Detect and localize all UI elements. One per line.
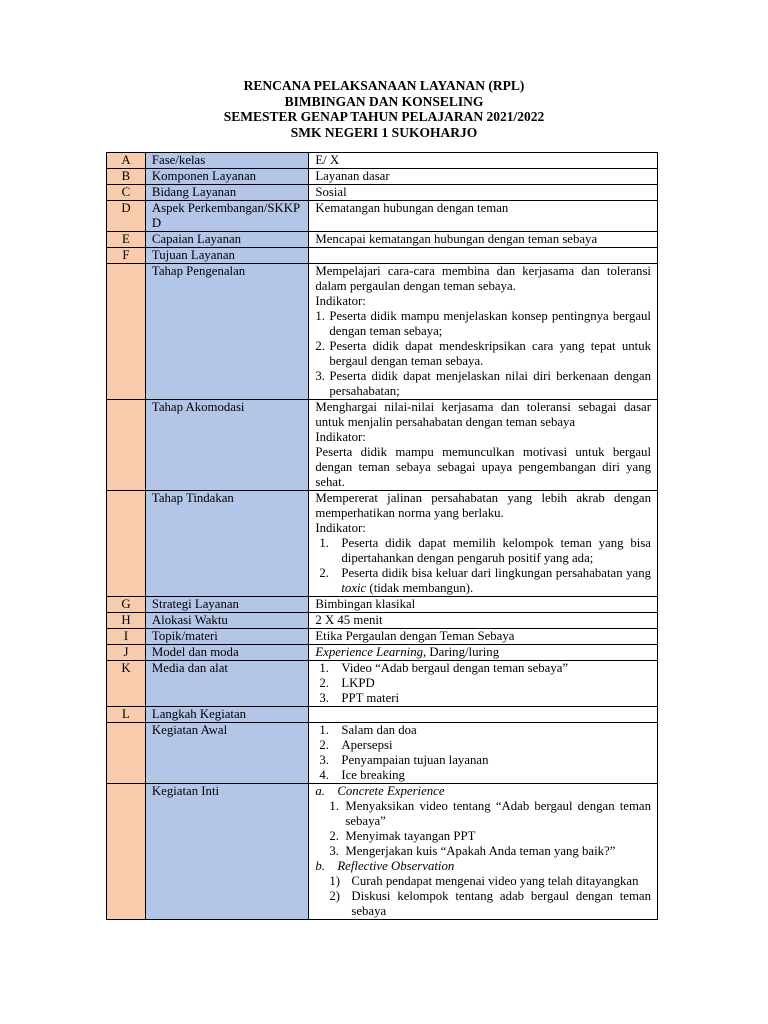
row-value: E/ X <box>309 153 658 169</box>
list-number: 1. <box>315 309 325 323</box>
section-heading <box>315 859 651 874</box>
row-label: Kegiatan Inti <box>145 784 308 920</box>
list-number: 3. <box>329 844 339 858</box>
table-row <box>107 629 658 645</box>
list-text: Diskusi kelompok tentang adab bergaul dengan teman sebaya <box>351 889 651 918</box>
list-item <box>315 874 651 889</box>
section-letter: a. <box>315 784 325 798</box>
row-label: Tujuan Layanan <box>145 248 308 264</box>
table-row <box>107 491 658 597</box>
list-item <box>315 799 651 829</box>
row-label: Tahap Akomodasi <box>145 400 308 491</box>
list-text: Salam dan doa <box>341 723 417 737</box>
row-value <box>309 264 658 400</box>
section-title: Concrete Experience <box>337 784 445 798</box>
row-letter: I <box>107 629 146 645</box>
row-value: 2 X 45 menit <box>309 613 658 629</box>
table-row <box>107 613 658 629</box>
row-letter: C <box>107 185 146 201</box>
list-number: 2) <box>329 889 341 903</box>
row-value <box>309 707 658 723</box>
row-label: Model dan moda <box>145 645 308 661</box>
section-heading <box>315 784 651 799</box>
list-text: PPT materi <box>341 691 400 705</box>
list-item <box>315 889 651 919</box>
row-letter: D <box>107 201 146 232</box>
row-value: Mencapai kematangan hubungan dengan teman sebaya <box>309 232 658 248</box>
row-letter: J <box>107 645 146 661</box>
table-row <box>107 185 658 201</box>
indikator-text: Peserta didik mampu memunculkan motivasi untuk bergaul dengan teman sebaya sebagai upaya pengembangan diri yang sehat. <box>315 445 651 489</box>
list-text: LKPD <box>341 676 375 690</box>
row-letter: K <box>107 661 146 707</box>
row-value <box>309 723 658 784</box>
list-item <box>315 676 651 691</box>
list-number: 1) <box>329 874 341 888</box>
list-item <box>315 309 651 339</box>
list-text-part: (tidak membangun). <box>366 581 474 595</box>
row-letter <box>107 491 146 597</box>
list-item <box>315 844 651 859</box>
table-row <box>107 248 658 264</box>
list-text: Peserta didik dapat mendeskripsikan cara yang tepat untuk bergaul dengan teman sebaya. <box>329 339 651 368</box>
table-row <box>107 169 658 185</box>
row-letter: L <box>107 707 146 723</box>
row-label: Media dan alat <box>145 661 308 707</box>
title-line-4: SMK NEGERI 1 SUKOHARJO <box>290 124 478 140</box>
table-row <box>107 707 658 723</box>
row-letter <box>107 723 146 784</box>
row-value <box>309 645 658 661</box>
row-letter <box>107 784 146 920</box>
row-letter: G <box>107 597 146 613</box>
list-number: 1. <box>319 661 329 675</box>
list-number: 2. <box>319 738 329 752</box>
table-row <box>107 153 658 169</box>
row-letter: F <box>107 248 146 264</box>
moda-text: Daring/luring <box>426 645 500 659</box>
list-text: Peserta didik dapat memilih kelompok teman yang bisa dipertahankan dengan pengaruh positif yang ada; <box>341 536 651 565</box>
stage-description: Mempelajari cara-cara membina dan kerjasama dan toleransi dalam pergaulan dengan teman sebaya. <box>315 264 651 293</box>
row-value: Sosial <box>309 185 658 201</box>
row-letter: H <box>107 613 146 629</box>
list-number: 1. <box>319 536 329 550</box>
list-item <box>315 723 651 738</box>
row-label: Tahap Tindakan <box>145 491 308 597</box>
list-number: 3. <box>315 369 325 383</box>
list-number: 3. <box>319 753 329 767</box>
list-item <box>315 738 651 753</box>
row-label: Bidang Layanan <box>145 185 308 201</box>
stage-description: Mempererat jalinan persahabatan yang lebih akrab dengan memperhatikan norma yang berlaku. <box>315 491 651 520</box>
title-line-1: RENCANA PELAKSANAAN LAYANAN (RPL) <box>243 78 525 93</box>
list-number: 1. <box>329 799 339 813</box>
list-text: Penyampaian tujuan layanan <box>341 753 489 767</box>
row-letter <box>107 400 146 491</box>
list-text: Ice breaking <box>341 768 405 782</box>
list-item <box>315 661 651 676</box>
list-item <box>315 768 651 783</box>
table-row <box>107 784 658 920</box>
row-value: Kematangan hubungan dengan teman <box>309 201 658 232</box>
row-value: Layanan dasar <box>309 169 658 185</box>
row-label: Capaian Layanan <box>145 232 308 248</box>
row-value: Bimbingan klasikal <box>309 597 658 613</box>
row-value <box>309 491 658 597</box>
title-line-2: BIMBINGAN DAN KONSELING <box>284 93 484 109</box>
table-row <box>107 597 658 613</box>
list-text <box>341 566 651 596</box>
list-item <box>315 829 651 844</box>
section-title: Reflective Observation <box>337 859 455 873</box>
table-row <box>107 400 658 491</box>
rpl-table <box>106 152 658 920</box>
row-letter: B <box>107 169 146 185</box>
row-label: Alokasi Waktu <box>145 613 308 629</box>
list-text: Peserta didik mampu menjelaskan konsep pentingnya bergaul dengan teman sebaya; <box>329 309 651 338</box>
row-letter: E <box>107 232 146 248</box>
row-label: Fase/kelas <box>145 153 308 169</box>
table-row <box>107 723 658 784</box>
list-number: 1. <box>319 723 329 737</box>
list-text: Peserta didik dapat menjelaskan nilai diri berkenaan dengan persahabatan; <box>329 369 651 398</box>
row-label: Langkah Kegiatan <box>145 707 308 723</box>
list-text-italic: toxic <box>341 581 367 595</box>
list-item <box>315 339 651 369</box>
list-number: 2. <box>315 339 325 353</box>
table-row <box>107 232 658 248</box>
row-value <box>309 248 658 264</box>
row-value: Etika Pergaulan dengan Teman Sebaya <box>309 629 658 645</box>
table-row <box>107 264 658 400</box>
table-row <box>107 661 658 707</box>
model-name: Experience Learning, <box>315 645 427 659</box>
list-text-part: Peserta didik bisa keluar dari lingkungan persahabatan yang <box>341 566 651 580</box>
list-text: Curah pendapat mengenai video yang telah ditayangkan <box>351 874 639 888</box>
row-label: Aspek Perkembangan/SKKP D <box>145 201 308 232</box>
list-item <box>315 369 651 399</box>
list-item <box>315 753 651 768</box>
list-item <box>315 536 651 566</box>
row-label: Tahap Pengenalan <box>145 264 308 400</box>
section-letter: b. <box>315 859 325 873</box>
indikator-label: Indikator: <box>315 294 366 308</box>
list-number: 2. <box>319 676 329 690</box>
list-item <box>315 566 651 596</box>
row-letter <box>107 264 146 400</box>
row-value <box>309 661 658 707</box>
list-text: Mengerjakan kuis “Apakah Anda teman yang baik?” <box>345 844 616 858</box>
list-text: Menyimak tayangan PPT <box>345 829 476 843</box>
table-row <box>107 645 658 661</box>
stage-description: Menghargai nilai-nilai kerjasama dan toleransi sebagai dasar untuk menjalin persahabatan dengan teman sebaya <box>315 400 651 429</box>
list-text: Video “Adab bergaul dengan teman sebaya” <box>341 661 569 675</box>
row-label: Kegiatan Awal <box>145 723 308 784</box>
list-item <box>315 691 651 706</box>
indikator-label: Indikator: <box>315 430 366 444</box>
list-text: Apersepsi <box>341 738 393 752</box>
list-text: Menyaksikan video tentang “Adab bergaul dengan teman sebaya” <box>345 799 651 828</box>
document-title <box>0 78 768 140</box>
list-number: 4. <box>319 768 329 782</box>
row-label: Strategi Layanan <box>145 597 308 613</box>
list-number: 2. <box>329 829 339 843</box>
title-line-3: SEMESTER GENAP TAHUN PELAJARAN 2021/2022 <box>223 109 545 124</box>
row-value <box>309 784 658 920</box>
row-label: Topik/materi <box>145 629 308 645</box>
indikator-label: Indikator: <box>315 521 366 535</box>
row-label: Komponen Layanan <box>145 169 308 185</box>
row-value <box>309 400 658 491</box>
row-letter: A <box>107 153 146 169</box>
table-row <box>107 201 658 232</box>
list-number: 3. <box>319 691 329 705</box>
list-number: 2. <box>319 566 329 580</box>
